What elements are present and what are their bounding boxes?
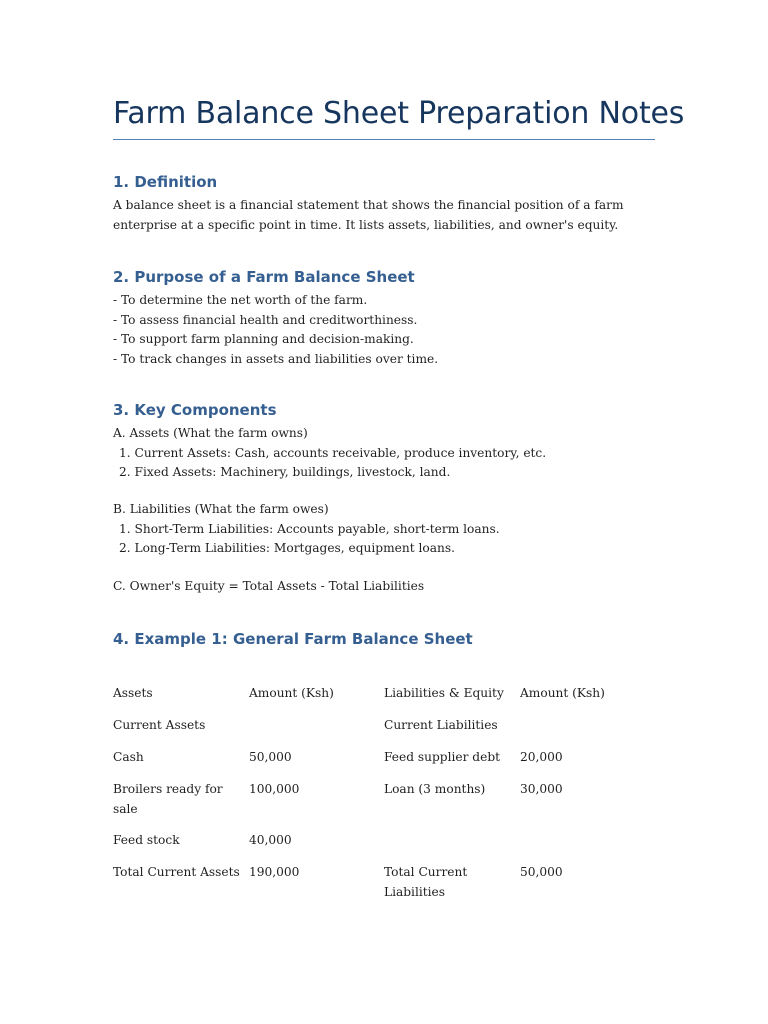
liabilities-item: 2. Long-Term Liabilities: Mortgages, equipment loans. — [119, 541, 455, 555]
definition-heading: 1. Definition — [113, 173, 218, 191]
table-cell: 100,000 — [249, 782, 300, 796]
table-cell: Loan (3 months) — [384, 782, 486, 796]
liabilities-block — [113, 500, 500, 559]
assets-label: A. Assets (What the farm owns) — [113, 426, 308, 440]
table-cell: Feed supplier debt — [384, 750, 501, 764]
table-cell: Total Current Assets — [113, 865, 240, 879]
purpose-list — [113, 291, 438, 369]
table-cell: 190,000 — [249, 865, 300, 879]
table-header-cell: Amount (Ksh) — [520, 686, 605, 700]
table-cell: 50,000 — [520, 865, 563, 879]
table-cell: 50,000 — [249, 750, 292, 764]
components-heading: 3. Key Components — [113, 401, 277, 419]
liabilities-item: 1. Short-Term Liabilities: Accounts payable, short-term loans. — [119, 521, 500, 536]
table-cell: 30,000 — [520, 782, 563, 796]
table-header-cell: Amount (Ksh) — [249, 686, 334, 700]
equity-formula: C. Owner's Equity = Total Assets - Total Liabilities — [113, 579, 425, 593]
assets-item: 1. Current Assets: Cash, accounts receivable, produce inventory, etc. — [119, 445, 547, 460]
equity-block — [113, 577, 424, 597]
purpose-item: - To assess financial health and creditworthiness. — [113, 312, 418, 327]
table-cell: Current Assets — [113, 718, 206, 732]
purpose-item: - To determine the net worth of the farm. — [113, 293, 368, 307]
purpose-heading: 2. Purpose of a Farm Balance Sheet — [113, 268, 415, 286]
assets-block — [113, 424, 546, 483]
assets-item: 2. Fixed Assets: Machinery, buildings, livestock, land. — [119, 465, 451, 479]
table-header-cell: Assets — [113, 686, 153, 700]
table-header-cell: Liabilities & Equity — [384, 686, 504, 700]
table-cell: Total Current Liabilities — [384, 865, 468, 899]
document-title: Farm Balance Sheet Preparation Notes — [113, 96, 685, 131]
liabilities-label: B. Liabilities (What the farm owes) — [113, 502, 329, 516]
table-cell: Current Liabilities — [384, 718, 498, 732]
definition-line: enterprise at a specific point in time. It lists assets, liabilities, and owner's equity. — [113, 217, 619, 232]
definition-paragraph — [113, 196, 624, 235]
purpose-item: - To track changes in assets and liabilities over time. — [113, 351, 439, 366]
table-cell: Feed stock — [113, 833, 180, 847]
table-cell: 40,000 — [249, 833, 292, 847]
table-cell: Cash — [113, 750, 144, 764]
table-cell: 20,000 — [520, 750, 563, 764]
purpose-item: - To support farm planning and decision-making. — [113, 332, 414, 346]
definition-line: A balance sheet is a financial statement that shows the financial position of a farm — [113, 198, 624, 212]
title-underline — [113, 139, 655, 140]
table-cell: Broilers ready for sale — [113, 782, 223, 816]
example1-heading: 4. Example 1: General Farm Balance Sheet — [113, 630, 473, 648]
